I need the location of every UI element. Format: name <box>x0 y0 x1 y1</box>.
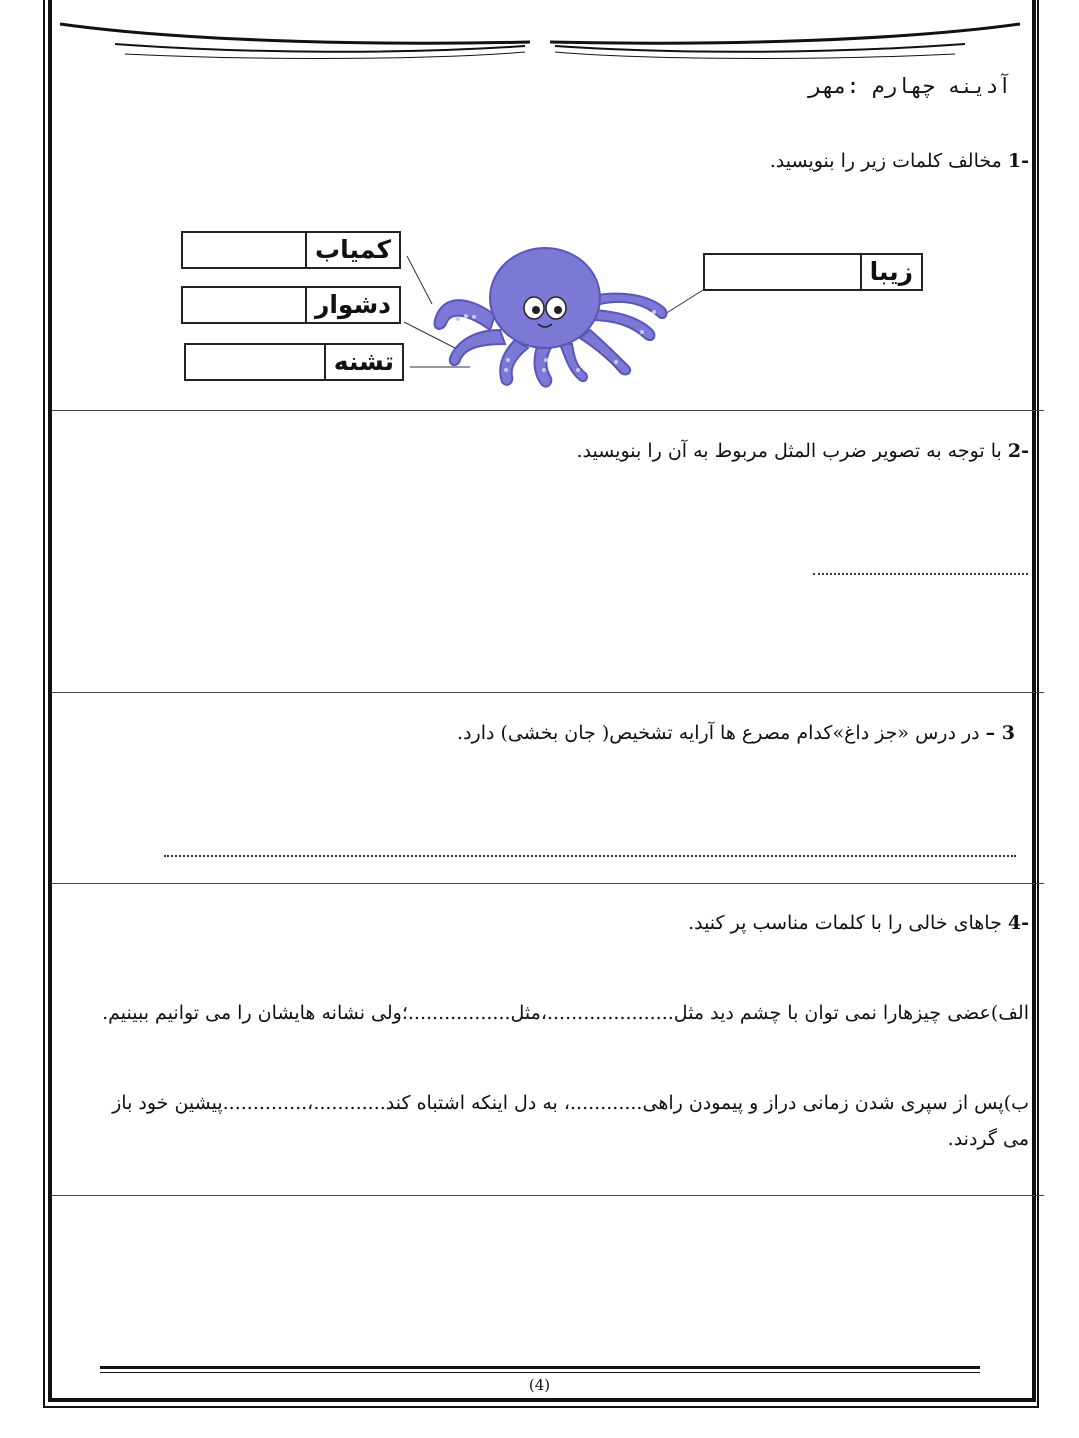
page-number: (4) <box>528 1376 551 1394</box>
word-teshne: تشنه <box>324 345 402 379</box>
fill-in-sentence-a: الف)عضی چیزهارا نمی توان با چشم دید مثل.....................،مثل.................؛ولی نشانه هایشان را می توانیم ببینیم. <box>102 1002 1029 1024</box>
word-box-doshvar <box>181 286 401 324</box>
fill-in-sentence-b: ب)پس از سپری شدن زمانی دراز و پیمودن راهی............، به دل اینکه اشتباه کند............،..............پیشین خود باز <box>112 1092 1029 1114</box>
answer-line[interactable] <box>813 573 1028 575</box>
answer-blank[interactable] <box>186 345 324 379</box>
question-1-text: مخالف کلمات زیر را بنویسید. <box>769 150 1002 172</box>
section-divider <box>52 692 1044 693</box>
word-box-teshne <box>184 343 404 381</box>
footer-rule <box>100 1366 980 1369</box>
question-2-number: -2 <box>1007 440 1029 462</box>
word-box-kamyab <box>181 231 401 269</box>
question-1 <box>770 150 1029 172</box>
answer-line[interactable] <box>164 855 1016 857</box>
answer-blank[interactable] <box>183 233 305 267</box>
question-3 <box>457 722 1015 744</box>
question-2-text: با توجه به تصویر ضرب المثل مربوط به آن را بنویسید. <box>576 440 1002 462</box>
word-doshvar: دشوار <box>305 288 399 322</box>
question-4-number: -4 <box>1007 912 1029 934</box>
word-kamyab: کمیاب <box>305 233 399 267</box>
question-3-number: 3 – <box>985 722 1015 744</box>
footer-rule-thin <box>100 1372 980 1373</box>
word-ziba: زیبا <box>860 255 921 289</box>
question-4 <box>688 912 1029 934</box>
section-divider <box>52 1195 1044 1196</box>
question-1-number: -1 <box>1007 150 1029 172</box>
octopus-image <box>420 220 680 390</box>
decorative-flourish <box>55 10 1025 70</box>
page-title: آدینه چهارم :مهر <box>808 74 1011 98</box>
question-3-text: در درس «جز داغ»کدام مصرع ها آرایه تشخیص( جان بخشی) دارد. <box>457 722 980 744</box>
answer-blank[interactable] <box>183 288 305 322</box>
question-4-text: جاهای خالی را با کلمات مناسب پر کنید. <box>688 912 1002 934</box>
section-divider <box>52 410 1044 411</box>
question-2 <box>576 440 1029 462</box>
word-box-ziba <box>703 253 923 291</box>
page-frame-inner <box>48 0 1036 1402</box>
fill-in-sentence-b-continued: می گردند. <box>947 1128 1029 1150</box>
section-divider <box>52 883 1044 884</box>
answer-blank[interactable] <box>705 255 860 289</box>
